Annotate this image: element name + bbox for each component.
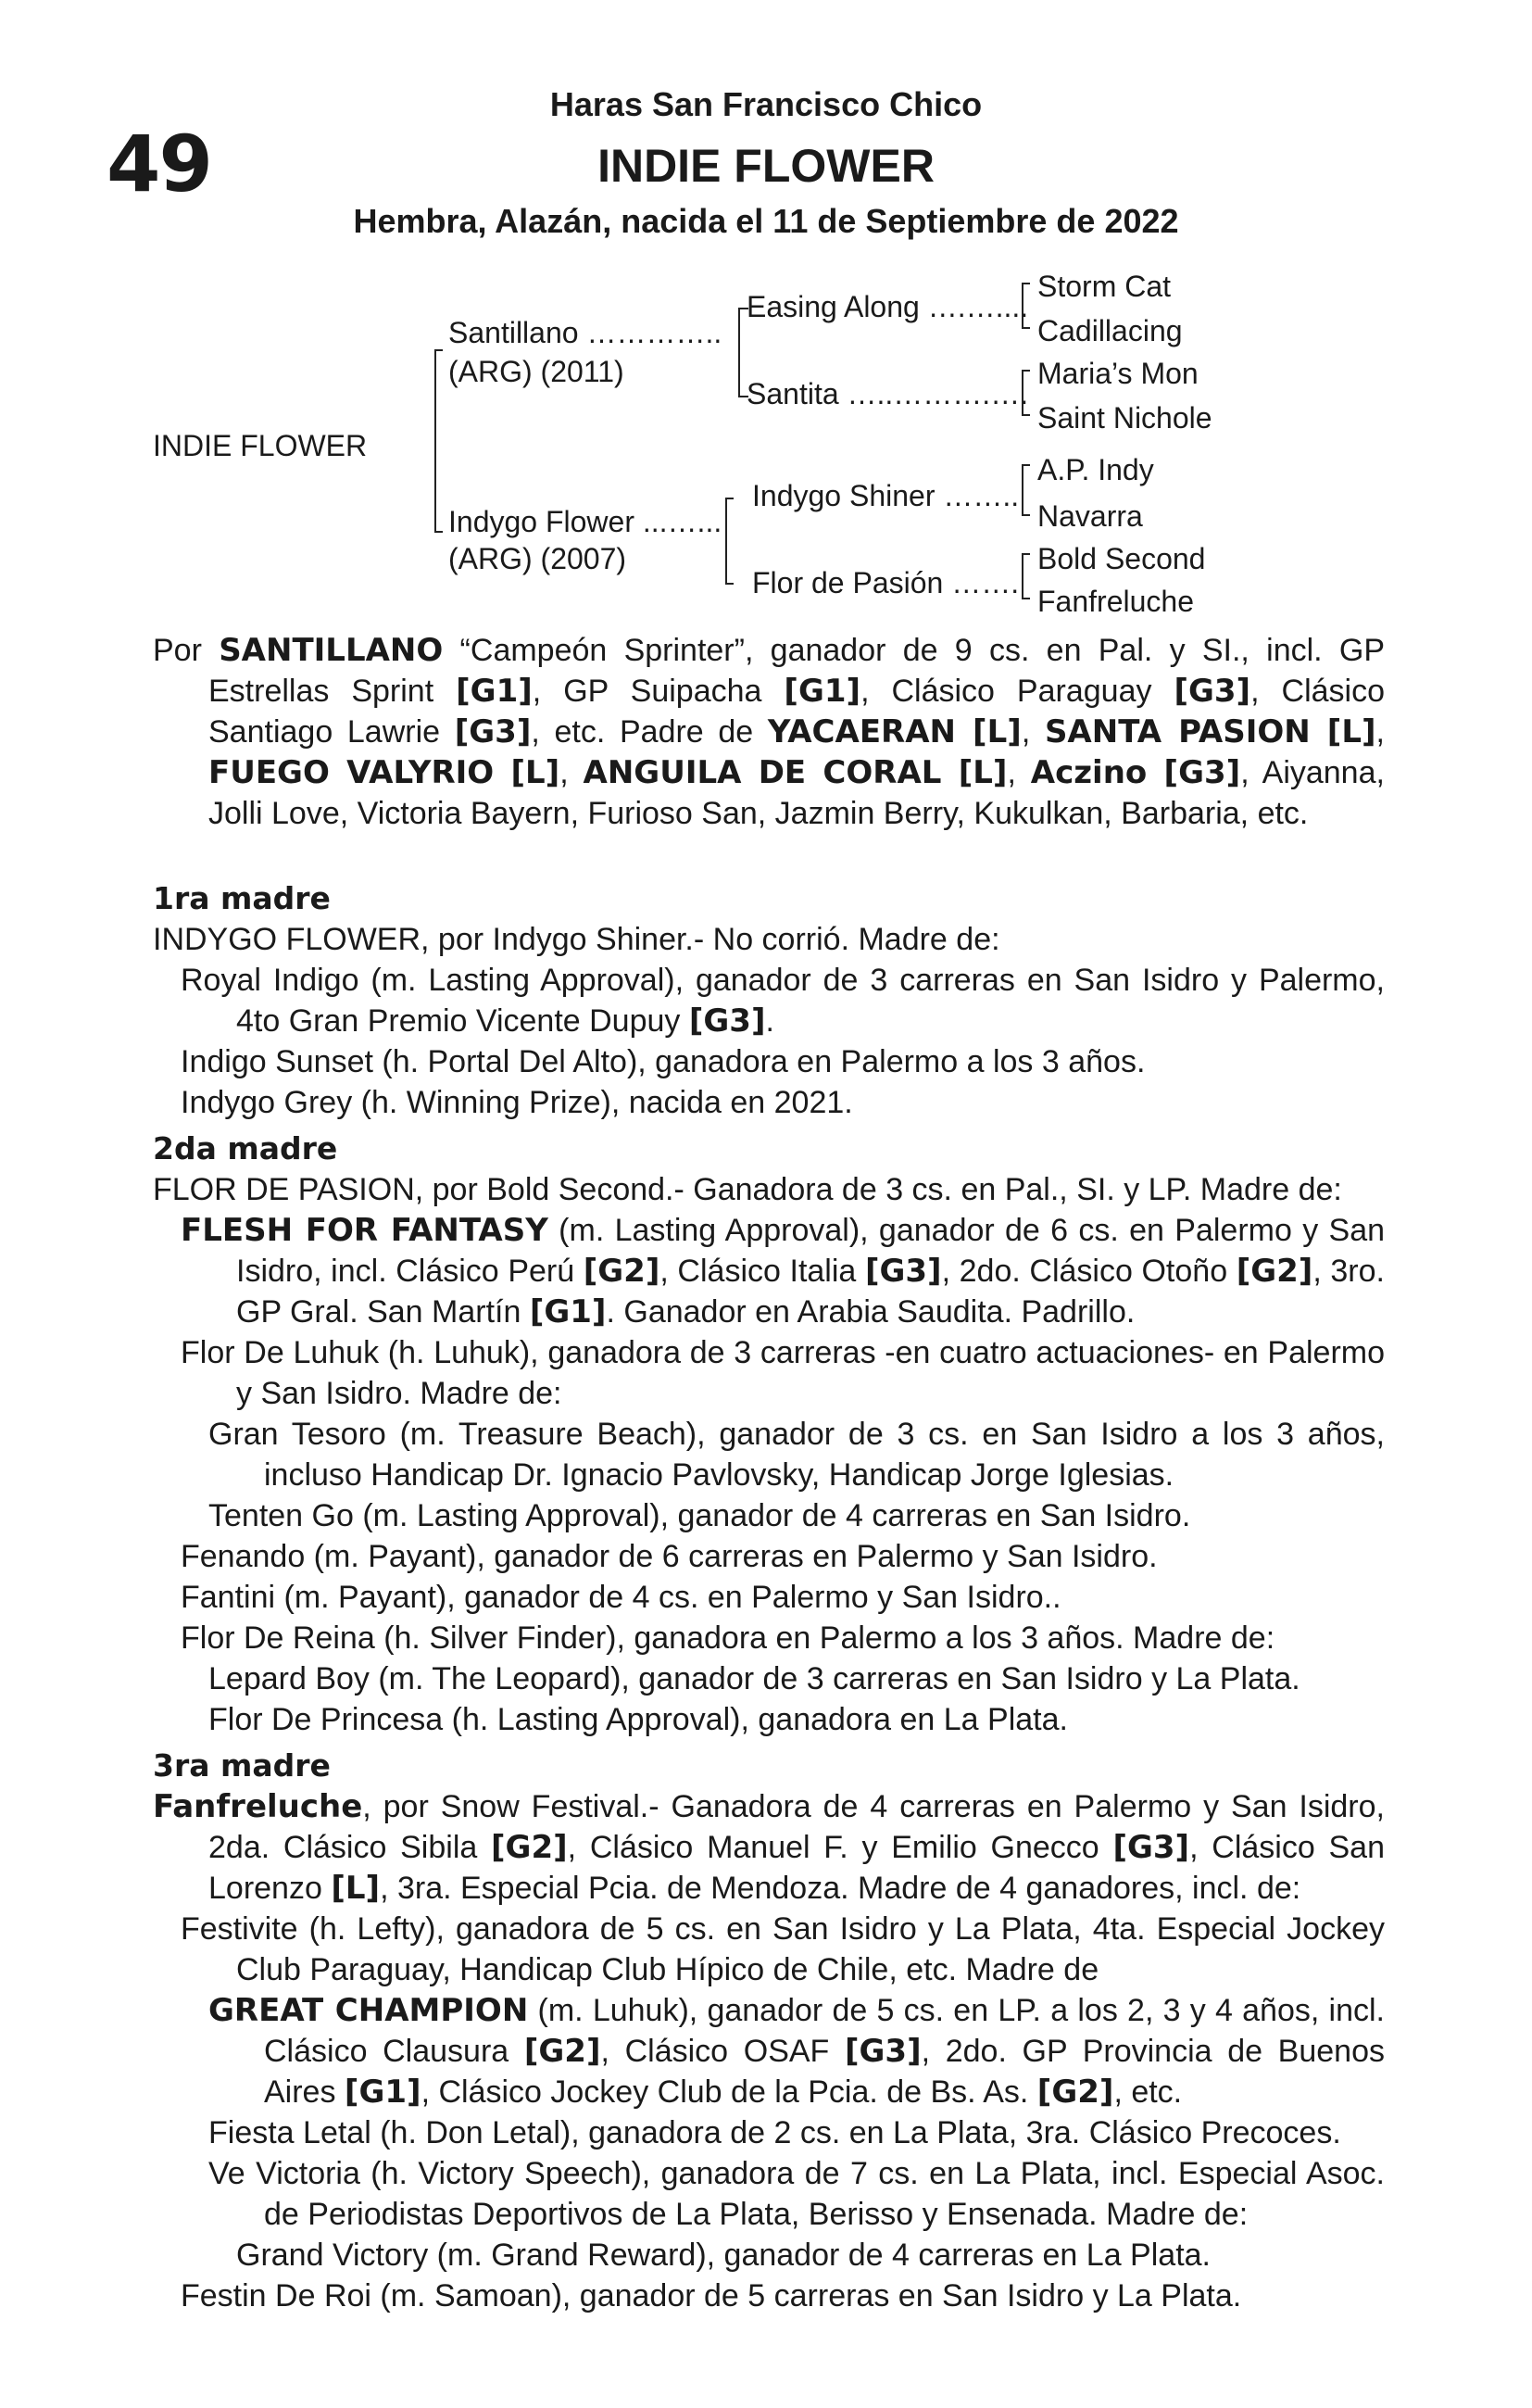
lot-number: 49 <box>107 119 211 209</box>
third-dam-intro: Fanfreluche, por Snow Festival.- Ganadora de 4 carreras en Palermo y San Isidro, 2da. Clásico Sibila [G2], Clásico Manuel F. y Emilio Gnecco [G3], Clásico San Lorenzo [L], 3ra. Especial Pcia. de Mendoza. Madre de 4 ganadores, incl. de: <box>153 1788 1385 1907</box>
offspring-fantini: Fantini (m. Payant), ganador de 4 cs. en Palermo y San Isidro.. <box>181 1580 1061 1615</box>
horse-name: INDIE FLOWER <box>597 140 935 192</box>
pedigree-ggs-8: Fanfreluche <box>1037 585 1194 618</box>
offspring-royal-indigo: Royal Indigo (m. Lasting Approval), ganador de 3 carreras en San Isidro y Palermo, 4to Gran Premio Vicente Dupuy [G3]. <box>181 963 1385 1040</box>
offspring-flor-de-reina: Flor De Reina (h. Silver Finder), ganadora en Palermo a los 3 años. Madre de: <box>181 1620 1275 1656</box>
pedigree-ggs-1: Storm Cat <box>1037 270 1172 303</box>
offspring-fenando: Fenando (m. Payant), ganador de 6 carreras en Palermo y San Isidro. <box>181 1539 1158 1574</box>
pedigree-dam-sire: Indygo Shiner …….. <box>752 479 1020 512</box>
offspring-gran-tesoro: Gran Tesoro (m. Treasure Beach), ganador de 3 cs. en San Isidro a los 3 años, incluso Handicap Dr. Ignacio Pavlovsky, Handicap Jorge Iglesias. <box>208 1417 1385 1493</box>
pedigree-ggs-4: Saint Nichole <box>1037 401 1212 435</box>
pedigree-dam-dam: Flor de Pasión ……. <box>752 566 1020 599</box>
offspring-great-champion: GREAT CHAMPION (m. Luhuk), ganador de 5 cs. en LP. a los 2, 3 y 4 años, incl. Clásico Clausura [G2], Clásico OSAF [G3], 2do. GP Provincia de Buenos Aires [G1], Clásico Jockey Club de la Pcia. de Bs. As. [G2], etc. <box>208 1992 1385 2111</box>
pedigree-sire-sire: Easing Along ….….... <box>747 290 1029 323</box>
offspring-ve-victoria: Ve Victoria (h. Victory Speech), ganadora de 7 cs. en La Plata, incl. Especial Asoc. de Periodistas Deportivos de La Plata, Berisso y Ensenada. Madre de: <box>208 2156 1385 2232</box>
pedigree-ggs-3: Maria’s Mon <box>1037 357 1199 390</box>
offspring-flor-de-princesa: Flor De Princesa (h. Lasting Approval), ganadora en La Plata. <box>208 1702 1068 1737</box>
pedigree-sire-origin: (ARG) (2011) <box>448 355 624 388</box>
pedigree-dam-origin: (ARG) (2007) <box>448 542 627 575</box>
offspring-lepard-boy: Lepard Boy (m. The Leopard), ganador de 3 carreras en San Isidro y La Plata. <box>208 1661 1300 1696</box>
first-dam-heading: 1ra madre <box>153 880 331 916</box>
pedigree-sire-dam: Santita …..……….…. <box>747 377 1029 410</box>
offspring-flesh-for-fantasy: FLESH FOR FANTASY (m. Lasting Approval), ganador de 6 cs. en Palermo y San Isidro, incl. Clásico Perú [G2], Clásico Italia [G3], 2do. Clásico Otoño [G2], 3ro. GP Gral. San Martín [G1]. Ganador en Arabia Saudita. Padrillo. <box>181 1212 1386 1330</box>
offspring-grand-victory: Grand Victory (m. Grand Reward), ganador de 4 carreras en La Plata. <box>236 2238 1211 2273</box>
offspring-flor-de-luhuk: Flor De Luhuk (h. Luhuk), ganadora de 3 carreras -en cuatro actuaciones- en Palermo y San Isidro. Madre de: <box>181 1335 1385 1411</box>
pedigree-sire: Santillano ………….. <box>448 316 722 349</box>
offspring-indygo-grey: Indygo Grey (h. Winning Prize), nacida en 2021. <box>181 1085 853 1120</box>
third-dam-heading: 3ra madre <box>153 1747 331 1784</box>
second-dam-heading: 2da madre <box>153 1130 338 1166</box>
pedigree-ggs-6: Navarra <box>1037 499 1143 533</box>
pedigree-dam: Indygo Flower ...…... <box>448 505 722 538</box>
offspring-indigo-sunset: Indigo Sunset (h. Portal Del Alto), ganadora en Palermo a los 3 años. <box>181 1044 1146 1079</box>
pedigree-ggs-7: Bold Second <box>1037 542 1206 575</box>
offspring-festin-de-roi: Festin De Roi (m. Samoan), ganador de 5 carreras en San Isidro y La Plata. <box>181 2278 1242 2313</box>
offspring-tenten-go: Tenten Go (m. Lasting Approval), ganador de 4 carreras en San Isidro. <box>208 1498 1191 1533</box>
pedigree-ggs-2: Cadillacing <box>1037 314 1183 347</box>
sire-paragraph: Por SANTILLANO “Campeón Sprinter”, ganador de 9 cs. en Pal. y SI., incl. GP Estrellas Sprint [G1], GP Suipacha [G1], Clásico Paraguay [G3], Clásico Santiago Lawrie [G3], etc. Padre de YACAERAN [L], SANTA PASION [L], FUEGO VALYRIO [L], ANGUILA DE CORAL [L], Aczino [G3], Aiyanna, Jolli Love, Victoria Bayern, Furioso San, Jazmin Berry, Kukulkan, Barbaria, etc. <box>153 632 1386 831</box>
second-dam-intro: FLOR DE PASION, por Bold Second.- Ganadora de 3 cs. en Pal., SI. y LP. Madre de: <box>153 1172 1342 1207</box>
breeder-name: Haras San Francisco Chico <box>549 85 983 123</box>
offspring-festivite: Festivite (h. Lefty), ganadora de 5 cs. en San Isidro y La Plata, 4ta. Especial Jockey Club Paraguay, Handicap Club Hípico de Chile, etc. Madre de <box>181 1911 1385 1987</box>
offspring-fiesta-letal: Fiesta Letal (h. Don Letal), ganadora de 2 cs. en La Plata, 3ra. Clásico Precoces. <box>208 2115 1341 2150</box>
horse-description: Hembra, Alazán, nacida el 11 de Septiembre de 2022 <box>353 202 1179 240</box>
pedigree-ggs-5: A.P. Indy <box>1037 453 1154 486</box>
catalog-body <box>153 630 1385 2316</box>
pedigree-subject: INDIE FLOWER <box>153 429 368 462</box>
first-dam-intro: INDYGO FLOWER, por Indygo Shiner.- No corrió. Madre de: <box>153 922 1000 957</box>
